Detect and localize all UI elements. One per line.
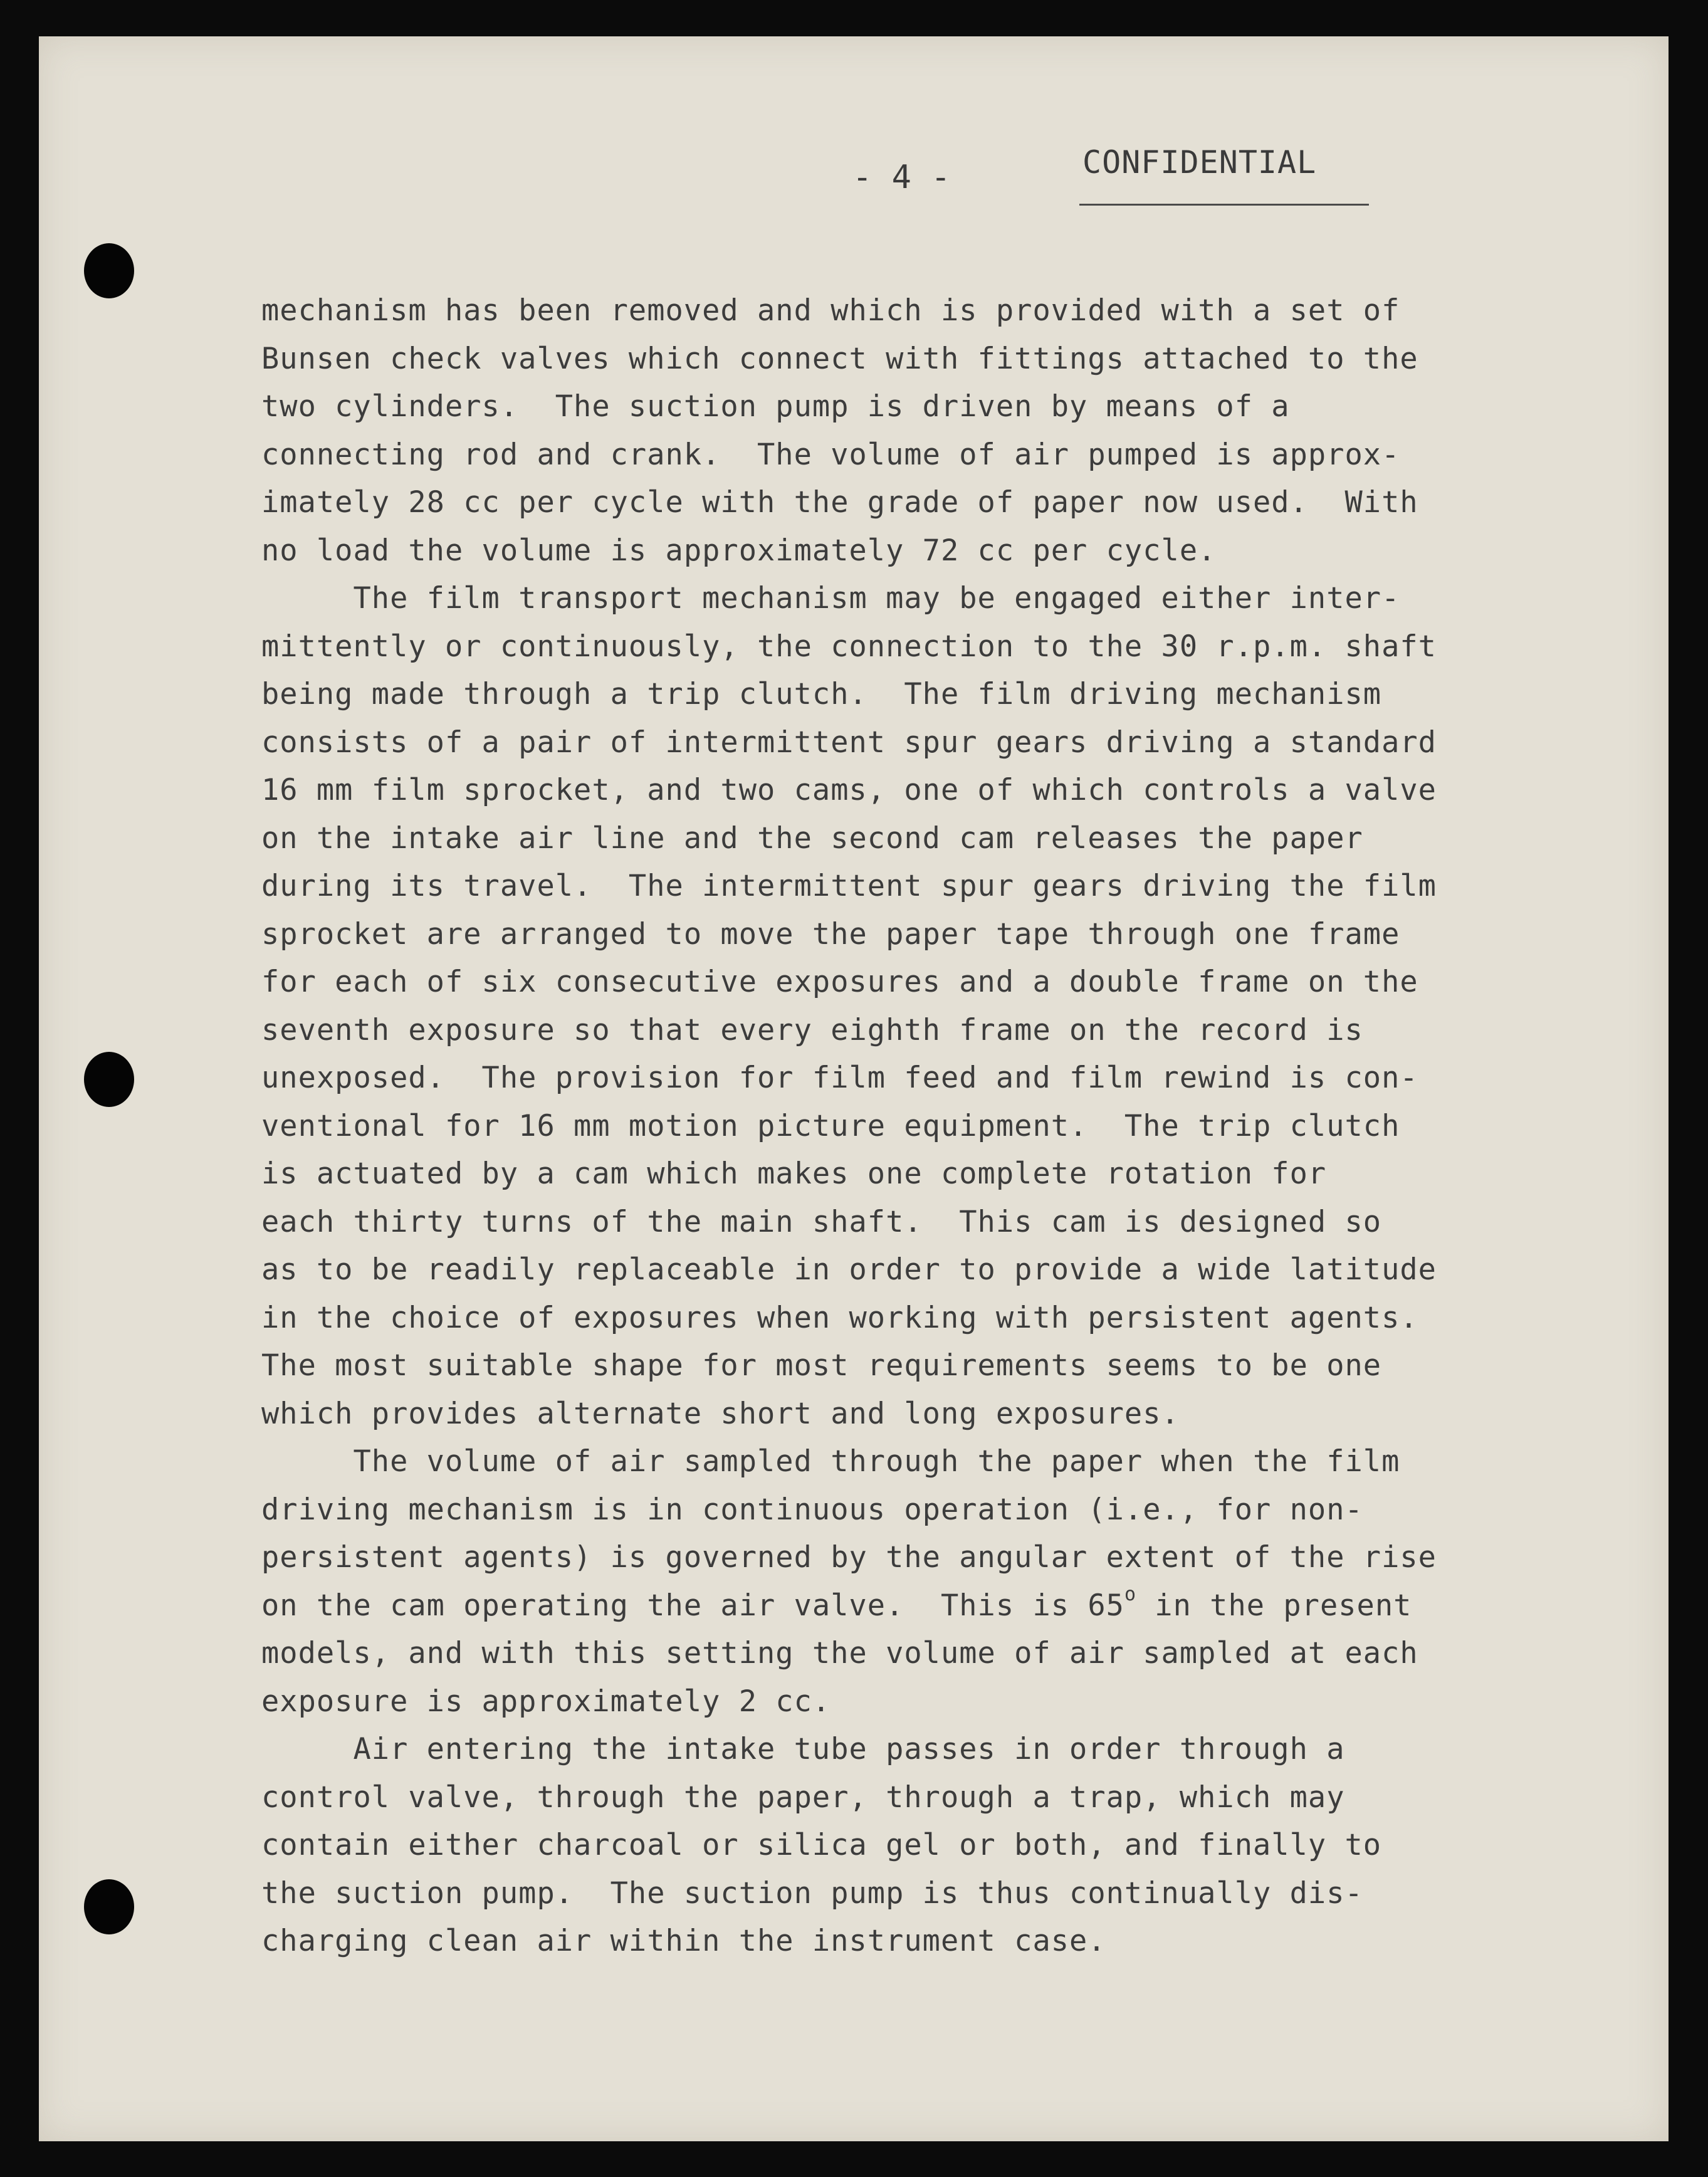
text-line: The most suitable shape for most requirements seems to be one	[261, 1348, 1382, 1383]
text-line: no load the volume is approximately 72 cc per cycle.	[261, 533, 1217, 568]
text-line: Air entering the intake tube passes in order through a	[261, 1732, 1345, 1766]
text-line: which provides alternate short and long exposures.	[261, 1396, 1180, 1431]
text-line: sprocket are arranged to move the paper tape through one frame	[261, 916, 1400, 952]
text-line: is actuated by a cam which makes one complete rotation for	[261, 1157, 1327, 1191]
text-line: seventh exposure so that every eighth frame on the record is	[261, 1012, 1363, 1047]
text-line: consists of a pair of intermittent spur gears driving a standard	[261, 725, 1437, 760]
text-line: during its travel. The intermittent spur gears driving the film	[261, 869, 1437, 903]
text-line: in the choice of exposures when working with persistent agents.	[261, 1300, 1418, 1335]
text-line: mittently or continuously, the connection to the 30 r.p.m. shaft	[261, 629, 1437, 664]
text-line: as to be readily replaceable in order to provide a wide latitude	[261, 1252, 1437, 1287]
text-line: the suction pump. The suction pump is thus continually dis-	[261, 1875, 1363, 1911]
classification-underline	[1079, 204, 1369, 206]
text-segment: in the present	[1136, 1588, 1412, 1623]
punch-hole-middle	[84, 1052, 134, 1107]
text-line: mechanism has been removed and which is provided with a set of	[261, 293, 1400, 328]
text-line: driving mechanism is in continuous operation (i.e., for non-	[261, 1492, 1363, 1527]
text-line: ventional for 16 mm motion picture equipment. The trip clutch	[261, 1108, 1400, 1143]
document-page	[39, 36, 1669, 2141]
text-line: two cylinders. The suction pump is driven by means of a	[261, 389, 1290, 424]
text-segment: on the cam operating the air valve. This is 65	[261, 1588, 1124, 1623]
degree-superscript: o	[1124, 1583, 1136, 1605]
text-line: connecting rod and crank. The volume of air pumped is approx-	[261, 437, 1400, 472]
text-line: being made through a trip clutch. The film driving mechanism	[261, 677, 1382, 711]
text-line: for each of six consecutive exposures and a double frame on the	[261, 965, 1418, 999]
text-line: each thirty turns of the main shaft. This cam is designed so	[261, 1204, 1382, 1239]
text-line: Bunsen check valves which connect with fittings attached to the	[261, 341, 1418, 376]
text-line: The film transport mechanism may be engaged either inter-	[261, 581, 1400, 616]
text-line: 16 mm film sprocket, and two cams, one of which controls a valve	[261, 773, 1437, 807]
punch-hole-bottom	[84, 1879, 134, 1934]
classification-label: CONFIDENTIAL	[1082, 144, 1317, 181]
body-text	[261, 287, 1565, 1966]
text-line: The volume of air sampled through the paper when the film	[261, 1444, 1400, 1479]
text-line: charging clean air within the instrument case.	[261, 1924, 1106, 1958]
text-line: models, and with this setting the volume of air sampled at each	[261, 1636, 1418, 1671]
punch-hole-top	[84, 243, 134, 298]
text-line: imately 28 cc per cycle with the grade of paper now used. With	[261, 485, 1418, 520]
text-line: unexposed. The provision for film feed and film rewind is con-	[261, 1061, 1418, 1095]
page-number: - 4 -	[852, 159, 951, 196]
text-line: contain either charcoal or silica gel or both, and finally to	[261, 1828, 1382, 1862]
text-line-with-degree	[261, 1582, 1565, 1630]
text-line: exposure is approximately 2 cc.	[261, 1684, 831, 1719]
text-line: on the intake air line and the second cam releases the paper	[261, 821, 1363, 856]
text-line: persistent agents) is governed by the angular extent of the rise	[261, 1540, 1437, 1575]
text-line: control valve, through the paper, through a trap, which may	[261, 1780, 1345, 1815]
